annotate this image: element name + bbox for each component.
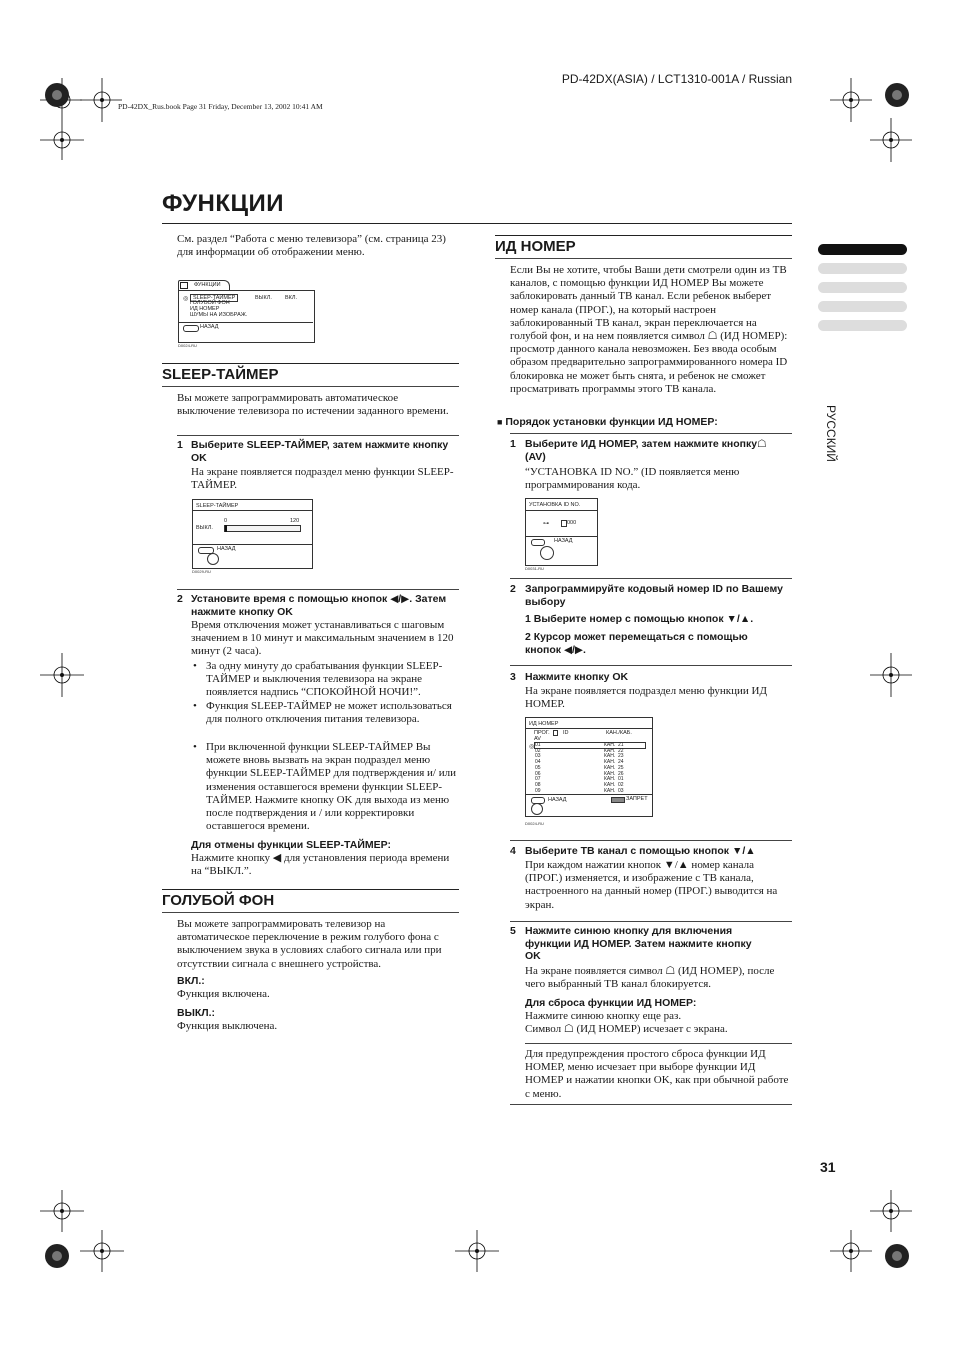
id-note-bottom-rule: [510, 1104, 792, 1105]
sleep-scale-max: 120: [290, 518, 300, 524]
blue-key-icon: [611, 797, 625, 803]
id-setup-title: УСТАНОВКА ID NO.: [529, 502, 581, 508]
sleep-intro: Вы можете запрограммировать автоматическое выключение телевизора по истечении заданного времени.: [177, 392, 449, 418]
blue-underline: [162, 912, 459, 913]
sleep-step1-rule: [177, 435, 459, 436]
id-step2-head: Запрограммируйте кодовый номер ID по Вашему выбору: [525, 583, 783, 608]
dpad-icon: [540, 546, 554, 560]
sleep-underline: [162, 386, 459, 387]
id-list-prog: 02: [535, 747, 541, 754]
id-setup-screen: [525, 498, 598, 566]
id-code-value: 000: [567, 520, 577, 526]
id-list-lock-label: ЗАПРЕТ: [626, 796, 648, 802]
id-row-highlight: [534, 742, 646, 749]
id-list-code: D0024-RU: [525, 821, 544, 826]
blue-on-body: Функция включена.: [177, 988, 270, 1000]
menu-row-blue: ГОЛУБОЙ ФОН: [190, 300, 230, 306]
id-list-prog: 01: [535, 742, 541, 748]
sleep-value-label: ВЫКЛ.: [196, 525, 213, 531]
sleep-bullet-1: • За одну минуту до срабатывания функции SLEEP-ТАЙМЕР и выключения телевизора на экране появляется надпись “СПОКОЙНОЙ НОЧИ!”.: [193, 660, 443, 699]
sleep-slider-thumb: [225, 525, 227, 532]
id-note: Для предупреждения простого сброса функции ИД НОМЕР, меню исчезает при выборе функции ИД НОМЕР и нажатии кнопки OK, как при обычной работе с меню.: [525, 1048, 789, 1100]
id-col-id: ID: [563, 730, 569, 736]
sleep-step2-head: Установите время с помощью кнопок ◀/▶. Затем нажмите кнопку OK: [191, 593, 447, 618]
id-step3-body: На экране появляется подраздел меню функции ИД НОМЕР.: [525, 685, 767, 711]
sleep-bullet-2: • Функция SLEEP-ТАЙМЕР не может использоваться для полного отключения питания телевизора.: [193, 700, 452, 726]
blue-off-head: ВЫКЛ.:: [177, 1007, 216, 1019]
sleep-step1-num: 1: [177, 439, 183, 451]
menu-value-off: ВЫКЛ.: [255, 295, 272, 301]
key-icon: ⊶: [543, 521, 549, 527]
id-rule: [495, 235, 792, 236]
id-list-back: НАЗАД: [548, 797, 567, 803]
sleep-step1-head: Выберите SLEEP-ТАЙМЕР, затем нажмите кнопку OK: [191, 439, 449, 464]
id-procedure-head: ■ Порядок установки функции ИД НОМЕР:: [497, 416, 718, 428]
sleep-heading: SLEEP-ТАЙМЕР: [162, 366, 279, 383]
id-step5-head: Нажмите синюю кнопку для включения функции ИД НОМЕР. Затем нажмите кнопку OK: [525, 925, 752, 962]
id-list-channel: КАН. 03: [604, 787, 624, 794]
id-setup-back: НАЗАД: [554, 538, 573, 544]
dpad-icon: [207, 553, 219, 565]
sleep-cancel-body: Нажмите кнопку ◀ для установления периода времени на “ВЫКЛ.”.: [191, 852, 450, 878]
side-tab: [818, 301, 907, 312]
id-list-title: ИД НОМЕР: [529, 721, 559, 727]
side-language-label: РУССКИЙ: [824, 405, 838, 462]
sleep-timer-screen: [192, 499, 313, 569]
title-rule: [162, 223, 792, 224]
model-header: PD-42DX(ASIA) / LCT1310-001A / Russian: [561, 72, 792, 86]
id-list-prog: 03: [535, 753, 541, 760]
id-step1-head: Выберите ИД НОМЕР, затем нажмите кнопку☖ (AV): [525, 438, 767, 463]
intro-text: См. раздел “Работа с меню телевизора” (см. страница 23) для информации об отображении меню.: [177, 233, 446, 259]
id-step1-body: “УСТАНОВКА ID NO.” (ID появляется меню программирования кода.: [525, 466, 740, 492]
id-step1-num: 1: [510, 438, 516, 450]
id-list-channel: КАН. 22: [604, 747, 624, 754]
id-list-prog: 06: [535, 770, 541, 777]
menu-tab-label: ФУНКЦИИ: [194, 282, 221, 288]
side-tab: [818, 282, 907, 293]
id-step4-num: 4: [510, 845, 516, 857]
id-list-channel: КАН. 25: [604, 764, 624, 771]
id-list-channel: КАН. 26: [604, 770, 624, 777]
id-step2-sub2: 2 Курсор может перемещаться с помощью кнопок ◀/▶.: [525, 631, 748, 656]
menu-row-sleep: SLEEP-ТАЙМЕР: [190, 294, 238, 302]
id-intro: Если Вы не хотите, чтобы Ваши дети смотрели один из ТВ каналов, с помощью функции ИД НОМЕР Вы можете заблокировать данный ТВ канал. Если ребенок выберет номер канала (ПРОГ.), на который настроен заблокированный ТВ канал, экран переключается на голубой фон, и на нем появляется символ ☖ (ИД НОМЕР): просмотр данного канала невозможен. Без ввода особым образом предварительно запрограммированного номера ID блокировка не может быть снята, и ребенок не сможет просматривать программы этого ТВ канала.: [510, 264, 788, 395]
dpad-icon: [531, 803, 543, 815]
id-list-prog: 08: [535, 781, 541, 788]
menu-back-label: НАЗАД: [200, 324, 219, 330]
functions-menu-screen: ФУНКЦИИ ◎ SLEEP-ТАЙМЕР ГОЛУБОЙ ФОН ИД НОМЕР ШУМЫ НА ИЗОБРАЖ. ВЫКЛ. ВКЛ. НАЗАД: [178, 280, 313, 341]
side-tab-active: [818, 244, 907, 255]
sleep-screen-code: D0029-RU: [192, 569, 211, 574]
id-list-channel: КАН. 02: [604, 781, 624, 788]
id-step5-num: 5: [510, 925, 516, 937]
blue-on-head: ВКЛ.:: [177, 975, 205, 987]
id-step4-body: При каждом нажатии кнопок ▼/▲ номер канала (ПРОГ.) изменяется, и изображение с ТВ канала, настроенного на данный номер (ПРОГ.) выводится на экран.: [525, 859, 778, 911]
id-setup-code: D0031-RU: [525, 566, 544, 571]
menu-value-on: ВКЛ.: [285, 295, 298, 301]
sleep-rule: [162, 363, 459, 364]
sleep-cancel-head: Для отмены функции SLEEP-ТАЙМЕР:: [191, 839, 392, 851]
id-reset-head: Для сброса функции ИД НОМЕР:: [525, 997, 697, 1009]
remote-keys-icon: [183, 325, 199, 332]
menu-row-id: ИД НОМЕР: [190, 306, 220, 312]
id-list-channel: КАН. 21: [604, 742, 624, 748]
side-tab: [818, 320, 907, 331]
remote-keys-icon: [531, 539, 545, 546]
id-step3-num: 3: [510, 671, 516, 683]
id-col-prog: ПРОГ.: [534, 730, 550, 736]
id-step4-rule: [510, 840, 792, 841]
sleep-step2-body: Время отключения может устанавливаться с шаговым значением в 10 минут и максимальным значением в 120 минут (2 часа).: [191, 619, 454, 658]
sleep-screen-title: SLEEP-ТАЙМЕР: [196, 503, 239, 509]
page-number: 31: [820, 1159, 836, 1175]
id-list-screen: ИД НОМЕР ПРОГ. ID КАН./КАБ. AV ◎ 01 КАН. 21 02 КАН. 22 03 КАН. 23 04 КАН. 24 05 КАН. 25 06 КАН. 26 07 КАН. 01 08 КАН. 02 09 КАН. 03 НАЗАД ЗАПРЕТ: [525, 717, 653, 817]
page-title: ФУНКЦИИ: [162, 190, 285, 217]
id-list-channel: КАН. 01: [604, 776, 624, 783]
id-step2-num: 2: [510, 583, 516, 595]
blue-rule: [162, 889, 459, 890]
blue-heading: ГОЛУБОЙ ФОН: [162, 892, 275, 909]
sleep-back-label: НАЗАД: [217, 546, 236, 552]
id-step5-body: На экране появляется символ ☖ (ИД НОМЕР), после чего выбранный ТВ канал блокируется.: [525, 965, 775, 991]
sleep-step1-body: На экране появляется подраздел меню функции SLEEP-ТАЙМЕР.: [191, 466, 454, 492]
sleep-bullet-3: • При включенной функции SLEEP-ТАЙМЕР Вы можете вновь вызвать на экран подраздел меню функции SLEEP-ТАЙМЕР для подтверждения и/ или изменения оставшегося времени функции SLEEP-ТАЙМЕР. Нажмите кнопку OK для выхода из меню после подтверждения и / или корректировки оставшегося времени.: [193, 741, 456, 833]
id-step3-head: Нажмите кнопку OK: [525, 671, 629, 683]
sleep-scale-min: 0: [224, 518, 228, 524]
id-step4-head: Выберите ТВ канал с помощью кнопок ▼/▲: [525, 845, 756, 857]
id-step2-rule: [510, 578, 792, 579]
sleep-step2-num: 2: [177, 593, 183, 605]
id-list-channel: КАН. 24: [604, 759, 624, 766]
id-heading: ИД НОМЕР: [495, 238, 576, 255]
id-row-av: AV: [534, 736, 541, 742]
id-underline: [495, 258, 792, 259]
id-step3-rule: [510, 665, 792, 666]
id-step5-rule: [510, 921, 792, 922]
id-step1-rule: [510, 433, 792, 434]
id-list-channel: КАН. 23: [604, 753, 624, 760]
sleep-slider-bar: [224, 525, 301, 532]
id-list-prog: 05: [535, 764, 541, 771]
id-col-chan: КАН./КАБ.: [606, 730, 632, 736]
id-step2-sub1: 1 Выберите номер с помощью кнопок ▼/▲.: [525, 613, 754, 625]
id-reset-body1: Нажмите синюю кнопку еще раз.: [525, 1010, 682, 1022]
side-tab: [818, 263, 907, 274]
menu-row-noise: ШУМЫ НА ИЗОБРАЖ.: [190, 312, 248, 318]
id-reset-body2: Символ ☖ (ИД НОМЕР) исчезает с экрана.: [525, 1023, 728, 1035]
blue-intro: Вы можете запрограммировать телевизор на автоматическое переключение в режим голубого фона с выключением звука в условиях слабого сигнала или при отсутствии сигнала с внешнего устройства.: [177, 918, 442, 970]
blue-off-body: Функция выключена.: [177, 1020, 278, 1032]
id-note-rule: [525, 1043, 792, 1044]
id-list-prog: 09: [535, 787, 541, 794]
id-procedure-text: Порядок установки функции ИД НОМЕР:: [505, 416, 718, 428]
menu-screen-code: D0024-RU: [178, 343, 197, 348]
book-info: PD-42DX_Rus.book Page 31 Friday, December 13, 2002 10:41 AM: [118, 102, 323, 111]
id-list-prog: 04: [535, 759, 541, 766]
id-list-prog: 07: [535, 776, 541, 783]
sleep-step2-rule: [177, 589, 459, 590]
lock-symbol-icon: [553, 730, 558, 736]
